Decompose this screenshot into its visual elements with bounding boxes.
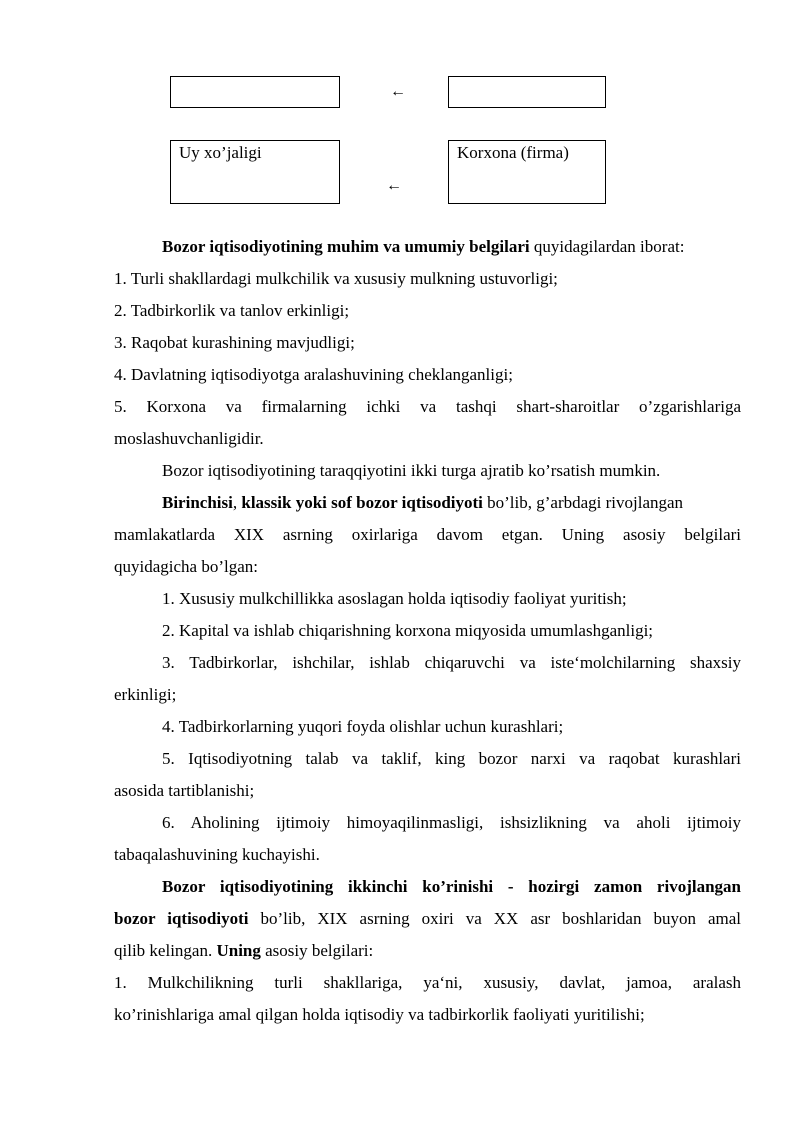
paragraph-1-bold: Bozor iqtisodiyotining muhim va umumiy belgilari (162, 237, 530, 256)
list2-item-2: 2. Kapital va ishlab chiqarishning korxona miqyosida umumlashganligi; (162, 621, 654, 640)
list1-item-5-line2: moslashuvchanligidir. (114, 429, 264, 448)
diagram-box-top-left (170, 76, 340, 108)
list2-item-4: 4. Tadbirkorlarning yuqori foyda olishlar uchun kurashlari; (162, 717, 564, 736)
diagram-box-household (170, 140, 340, 204)
paragraph-4-line3 (114, 939, 741, 963)
paragraph-3-line1 (114, 491, 741, 515)
paragraph-4-line3a: qilib kelingan. (114, 941, 217, 960)
list2-item-6-line2: tabaqalashuvining kuchayishi. (114, 845, 320, 864)
list2-item-5-line1: 5. Iqtisodiyotning talab va taklif, king bozor narxi va raqobat kurashlari (162, 749, 741, 768)
list2-item-1: 1. Xususiy mulkchillikka asoslagan holda iqtisodiy faoliyat yuritish; (162, 589, 627, 608)
list3-item-1-line2: ko’rinishlariga amal qilgan holda iqtisodiy va tadbirkorlik faoliyati yuritilishi; (114, 1005, 645, 1024)
list3-item-1-line1: 1. Mulkchilikning turli shakllariga, ya‘ni, xususiy, davlat, jamoa, aralash (114, 973, 741, 992)
paragraph-3-bold2: klassik yoki sof bozor iqtisodiyoti (241, 493, 483, 512)
paragraph-2: Bozor iqtisodiyotining taraqqiyotini ikki turga ajratib ko’rsatish mumkin. (162, 461, 661, 480)
diagram-arrow-bottom: ← (386, 177, 402, 194)
list1-item-2: 2. Tadbirkorlik va tanlov erkinligi; (114, 301, 350, 320)
paragraph-1 (114, 235, 741, 259)
paragraph-3-line2: mamlakatlarda XIX asrning oxirlariga davom etgan. Uning asosiy belgilari (114, 525, 741, 544)
diagram-box-firm-label: Korxona (firma) (457, 143, 569, 162)
paragraph-4-rest2: bo’lib, XIX asrning oxiri va XX asr boshlaridan buyon amal (248, 909, 741, 928)
paragraph-4-line2 (114, 907, 741, 931)
paragraph-3-bold1: Birinchisi (162, 493, 233, 512)
paragraph-3-comma: , (232, 493, 242, 512)
diagram-arrow-top: ← (390, 83, 406, 100)
paragraph-3-rest1: bo’lib, g’arbdagi rivojlangan (482, 493, 684, 512)
paragraph-4-bold1: Bozor iqtisodiyotining ikkinchi ko’rinishi - hozirgi zamon rivojlangan (162, 877, 741, 896)
list1-item-5-line1: 5. Korxona va firmalarning ichki va tashqi shart-sharoitlar o’zgarishlariga (114, 397, 741, 416)
list2-item-5-line2: asosida tartiblanishi; (114, 781, 255, 800)
paragraph-4-bold2: bozor iqtisodiyoti (114, 909, 249, 928)
diagram-box-firm (448, 140, 606, 204)
list1-item-3: 3. Raqobat kurashining mavjudligi; (114, 333, 355, 352)
diagram-box-household-label: Uy xo’jaligi (179, 143, 262, 162)
list1-item-4: 4. Davlatning iqtisodiyotga aralashuvining cheklanganligi; (114, 365, 513, 384)
paragraph-4-line3b: asosiy belgilari: (260, 941, 374, 960)
list2-item-6-line1: 6. Aholining ijtimoiy himoyaqilinmasligi, ishsizlikning va aholi ijtimoiy (162, 813, 741, 832)
diagram-box-top-right (448, 76, 606, 108)
paragraph-4-line1 (114, 875, 741, 899)
paragraph-3-line3: quyidagicha bo’lgan: (114, 557, 258, 576)
list1-item-1: 1. Turli shakllardagi mulkchilik va xususiy mulkning ustuvorligi; (114, 269, 558, 288)
paragraph-1-rest: quyidagilardan iborat: (529, 237, 685, 256)
list2-item-3-line2: erkinligi; (114, 685, 177, 704)
list2-item-3-line1: 3. Tadbirkorlar, ishchilar, ishlab chiqaruvchi va iste‘molchilarning shaxsiy (162, 653, 741, 672)
paragraph-4-bold3: Uning (216, 941, 261, 960)
